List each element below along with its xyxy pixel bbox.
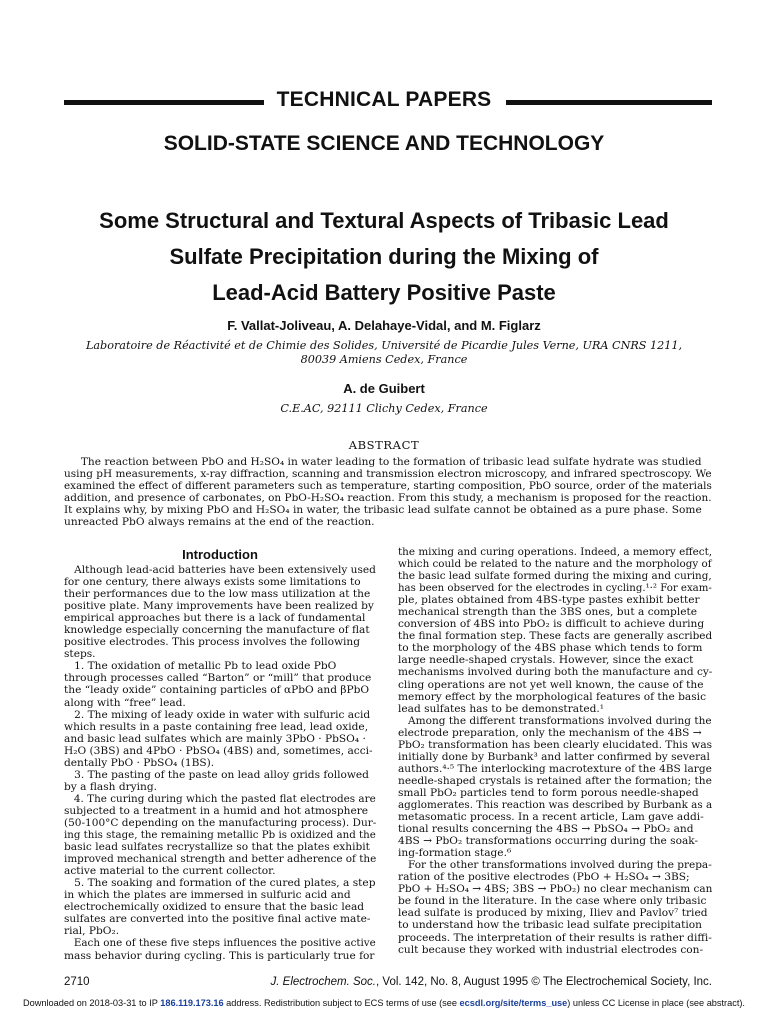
body-text-line: basic lead sulfates recrystallize so that the plates exhibit — [64, 841, 370, 854]
abstract-line: The reaction between PbO and H₂SO₄ in water leading to the formation of tribasic lead sulfate hydrate was studied — [64, 456, 702, 468]
body-text-line: mechanisms involved during both the manufacture and cy- — [398, 666, 713, 679]
download-middle: address. Redistribution subject to ECS terms of use (see — [223, 998, 460, 1008]
body-text-line: knowledge especially concerning the manufacture of flat — [64, 624, 370, 637]
body-text-line: agglomerates. This reaction was described by Burbank as a — [398, 798, 713, 811]
page-number: 2710 — [64, 976, 90, 988]
body-text-line: active material to the current collector. — [64, 865, 276, 878]
body-text-line: subjected to a treatment in a humid and hot atmosphere — [64, 804, 369, 817]
body-text-line: authors.⁴·⁵ The interlocking macrotexture of the 4BS large — [398, 762, 712, 775]
body-text-line: H₂O (3BS) and 4PbO · PbSO₄ (4BS) and, sometimes, acci- — [64, 744, 373, 757]
affiliation-line: 80039 Amiens Cedex, France — [300, 353, 468, 366]
body-text-line: which could be related to the nature and the morphology of — [398, 558, 712, 571]
body-text-line: the “leady oxide” containing particles of αPbO and βPbO — [64, 684, 370, 697]
journal-name: J. Electrochem. Soc. — [270, 976, 377, 988]
body-text-line: needle-shaped crystals is retained after the formation; the — [398, 774, 712, 787]
body-text-line: along with “free” lead. — [64, 696, 186, 709]
body-text-line: electrochemically oxidized to ensure that the basic lead — [64, 901, 365, 914]
body-text-line: Although lead-acid batteries have been extensively used — [64, 564, 376, 576]
body-text-line: which results in a paste containing free lead, lead oxide, — [64, 720, 369, 733]
author-list-secondary: A. de Guibert — [343, 381, 425, 396]
body-text-line: 1. The oxidation of metallic Pb to lead oxide PbO — [64, 660, 337, 673]
citation-details: , Vol. 142, No. 8, August 1995 © The Electrochemical Society, Inc. — [376, 976, 712, 988]
title-line: Sulfate Precipitation during the Mixing of — [169, 244, 599, 269]
body-text-line: tional results concerning the 4BS → PbSO₄ → PbO₂ and — [398, 823, 694, 836]
body-text-line: for one century, there always exists some limitations to — [64, 576, 361, 589]
abstract-line: examined the effect of different parameters such as temperature, starting composition, PbO source, order of the materials — [64, 480, 712, 493]
ip-address: 186.119.173.16 — [160, 998, 224, 1008]
body-text-line: steps. — [64, 648, 96, 661]
body-text-line: Among the different transformations involved during the — [398, 714, 712, 727]
body-text-line: metasomatic process. In a recent article, Lam gave addi- — [398, 811, 704, 824]
affiliation-line: Laboratoire de Réactivité et de Chimie des Solides, Université de Picardie Jules Verne, URA CNRS 1211, — [85, 339, 683, 352]
body-text-line: PbO₂ transformation has been clearly elucidated. This was — [398, 738, 713, 751]
body-text-line: cult because they worked with industrial electrodes con- — [398, 943, 704, 956]
body-text-line: rial, PbO₂. — [64, 925, 120, 938]
body-text-line: For the other transformations involved during the prepa- — [398, 859, 712, 872]
body-text-line: and basic lead sulfates which are mainly 3PbO · PbSO₄ · — [64, 732, 366, 745]
page-footer — [64, 976, 712, 992]
body-text-line: mass behavior during cycling. This is particularly true for — [64, 949, 375, 962]
download-prefix: Downloaded on 2018-03-31 to IP — [23, 998, 161, 1008]
body-text-line: positive plate. Many improvements have been realized by — [64, 600, 374, 613]
abstract-heading: ABSTRACT — [348, 438, 420, 452]
body-text-line: the mixing and curing operations. Indeed, a memory effect, — [398, 546, 713, 558]
body-text-line: be found in the literature. In the case where only tribasic — [398, 895, 707, 908]
title-line: Some Structural and Textural Aspects of Tribasic Lead — [99, 208, 669, 233]
body-text-line: Each one of these five steps influences the positive active — [64, 937, 376, 950]
body-text-line: ple, plates obtained from 4BS-type pastes exhibit better — [398, 594, 700, 607]
body-text-line: empirical approaches but there is a lack of fundamental — [64, 612, 366, 625]
body-text-line: lead sulfate is produced by mixing, Iliev and Pavlov⁷ tried — [398, 907, 708, 920]
body-text-line: cling operations are not yet well known, the cause of the — [398, 678, 704, 691]
body-text-line: lead sulfates has to be demonstrated.¹ — [398, 702, 604, 715]
abstract-body — [64, 456, 712, 529]
body-text-line: improved mechanical strength and better adherence of the — [64, 853, 377, 866]
body-column-right — [398, 546, 712, 956]
body-text-line: 2. The mixing of leady oxide in water with sulfuric acid — [64, 708, 371, 721]
section-banner — [0, 88, 768, 112]
body-text-line: to the morphology of the 4BS phase which tends to form — [398, 642, 703, 655]
title-line: Lead-Acid Battery Positive Paste — [212, 280, 556, 305]
body-text-line: proceeds. The interpretation of their results is rather diffi- — [398, 931, 712, 944]
body-text-line: initially done by Burbank³ and latter confirmed by several — [398, 750, 710, 763]
abstract-line: using pH measurements, x-ray diffraction, scanning and transmission electron microscopy, and infrared spectroscopy. We — [64, 468, 712, 481]
body-text-line: 5. The soaking and formation of the cured plates, a step — [64, 877, 376, 890]
body-text-line: through processes called “Barton” or “mill” that produce — [64, 672, 372, 685]
abstract-line: unreacted PbO always remains at the end of the reaction. — [64, 516, 375, 529]
body-text-line: dentally PbO · PbSO₄ (1BS). — [64, 756, 215, 769]
download-suffix: ) unless CC License in place (see abstract). — [567, 998, 745, 1008]
body-text-line: has been observed for the electrodes in cycling.¹·² For exam- — [398, 582, 712, 595]
body-text-line: memory effect by the morphological features of the basic — [398, 690, 706, 703]
abstract-line: It explains why, by mixing PbO and H₂SO₄ in water, the tribasic lead sulfate cannot be obtained as a pure phase. Some — [64, 504, 702, 517]
body-text-line: small PbO₂ particles tend to form porous needle-shaped — [398, 786, 699, 799]
paper-title — [90, 203, 678, 311]
body-text-line: the basic lead sulfate formed during the mixing and curing, — [398, 570, 712, 583]
body-text-line: (50-100°C depending on the manufacturing process). Dur- — [64, 816, 377, 829]
body-text-line: 4BS → PbO₂ transformations occurring during the soak- — [398, 835, 699, 848]
body-text-line: in which the plates are immersed in sulfuric acid and — [64, 889, 351, 902]
body-text-line: conversion of 4BS into PbO₂ is difficult to achieve during — [398, 618, 705, 631]
affiliation-secondary: C.E.AC, 92111 Clichy Cedex, France — [280, 402, 488, 415]
body-text-line: positive electrodes. This process involves the following — [64, 636, 361, 649]
body-text-line: PbO + H₂SO₄ → 4BS; 3BS → PbO₂) no clear mechanism can — [398, 883, 713, 896]
body-text-line: their performances due to the low mass utilization at the — [64, 588, 371, 601]
abstract-line: addition, and presence of carbonates, on PbO-H₂SO₄ reaction. From this study, a mechanism is proposed for the reaction. — [64, 492, 712, 505]
download-notice — [0, 998, 768, 1008]
body-text-line: ing-formation stage.⁶ — [398, 847, 512, 860]
body-text-line: ing this stage, the remaining metallic Pb is oxidized and the — [64, 829, 376, 842]
body-text-line: ration of the positive electrodes (PbO + H₂SO₄ → 3BS; — [398, 871, 690, 884]
body-text-line: by a flash drying. — [64, 780, 158, 793]
body-text-line: sulfates are converted into the positive final active mate- — [64, 913, 371, 926]
body-text-line: the final formation step. These facts are generally ascribed — [398, 630, 713, 643]
introduction-heading: Introduction — [182, 547, 258, 562]
affiliation-primary — [80, 339, 688, 367]
body-column-left — [64, 564, 376, 962]
body-text-line: electrode preparation, only the mechanism of the 4BS → — [398, 726, 702, 739]
journal-citation — [271, 976, 712, 988]
body-text-line: to understand how the tribasic lead sulfate precipitation — [398, 919, 702, 932]
body-text-line: mechanical strength than the 3BS ones, but a complete — [398, 606, 698, 619]
body-text-line: 4. The curing during which the pasted flat electrodes are — [64, 792, 376, 805]
body-text-line: large needle-shaped crystals. However, since the exact — [398, 654, 694, 667]
banner-text: TECHNICAL PAPERS — [276, 88, 492, 111]
section-heading: SOLID-STATE SCIENCE AND TECHNOLOGY — [163, 132, 605, 155]
terms-of-use-link[interactable]: ecsdl.org/site/terms_use — [459, 998, 568, 1008]
body-text-line: 3. The pasting of the paste on lead alloy grids followed — [64, 768, 369, 781]
author-list-primary: F. Vallat-Joliveau, A. Delahaye-Vidal, and M. Figlarz — [227, 318, 541, 333]
